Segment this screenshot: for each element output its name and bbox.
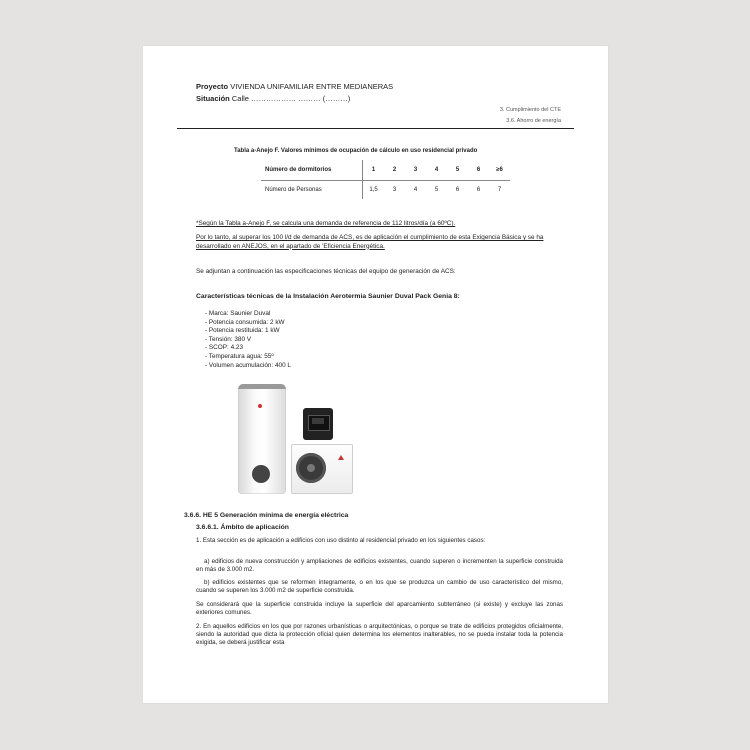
tank-cap [238, 384, 286, 389]
subsection-heading: 3.6.6.1. Ámbito de aplicación [196, 524, 289, 531]
applicability-paragraph: Por lo tanto, al superar los 100 l/d de demanda de ACS, es de aplicación el cumplimiento de esta Exigencia Básica y se ha desarrollado en ANEJOS, en el apartado de 'Eficiencia Energética. [196, 234, 544, 250]
paragraph: Se considerará que la superficie construida incluye la superficie del aparcamiento subterráneo (si existe) y excluye las zonas exteriores comunes. [196, 601, 563, 616]
paragraph: 1. Esta sección es de aplicación a edificios con uso distinto al residencial privado en los siguientes casos: [196, 537, 486, 544]
brand-logo-icon [338, 455, 344, 460]
table-cell: 3 [392, 187, 397, 193]
controller-display [312, 418, 324, 424]
spec-item: - Potencia consumida: 2 kW [205, 318, 285, 326]
spec-item: - Potencia restituida: 1 kW [205, 327, 280, 335]
header-divider [177, 128, 574, 129]
table-header-cell: 2 [384, 160, 405, 181]
spec-item: - Tensión: 380 V [205, 335, 252, 343]
tank-logo [258, 404, 262, 408]
occupancy-table [261, 160, 510, 199]
tank-inspection-port [252, 465, 270, 483]
paragraph: a) edificios de nueva construcción y ampliaciones de edificios existentes, cuando superen o incrementen la superficie construida en más de 3.000 m2. [196, 558, 563, 573]
demand-note: *Según la Tabla a-Anejo F, se calcula una demanda de referencia de 112 litros/día (a 60ºC). [196, 220, 456, 227]
controller-image [303, 408, 333, 440]
paragraph: 2. En aquellos edificios en los que por razones urbanísticas o arquitectónicas, o porque se trate de edificios protegidos oficialmente, siendo la autoridad que dicta la protección oficial quien determina los elementos inalterables, no se pueda instalar toda la potencia exigida, se deberá justificar esta [196, 623, 563, 646]
table-cell: 5 [434, 187, 439, 193]
project-label: Proyecto [196, 82, 229, 91]
table-header-row [261, 160, 510, 181]
installation-title: Características técnicas de la Instalación Aerotermia Saunier Duval Pack Genia 8: [196, 293, 460, 300]
table-cell: 1,5 [369, 187, 378, 193]
table-row [261, 181, 510, 200]
table-cell: 6 [476, 187, 481, 193]
fan-icon [296, 453, 326, 483]
location-value: Calle ……………… ……… (………) [231, 94, 351, 103]
table-header-cell: ≥6 [489, 160, 510, 181]
paragraph: b) edificios existentes que se reformen íntegramente, o en los que se produzca un cambio de uso característico del mismo, cuando se superen los 3.000 m2 de superficie construida. [196, 579, 563, 594]
document-page [143, 46, 608, 703]
spec-item: - Temperatura agua: 55º [205, 352, 274, 360]
table-header-cell: 4 [426, 160, 447, 181]
table-header-cell: 3 [405, 160, 426, 181]
table-cell: 6 [455, 187, 460, 193]
table-header-cell: 6 [468, 160, 489, 181]
fan-hub [307, 464, 315, 472]
table-title: Tabla a-Anejo F. Valores mínimos de ocupación de cálculo en uso residencial privado [234, 148, 478, 154]
water-tank-image [238, 384, 286, 494]
spec-item: - SCOP: 4.23 [205, 344, 244, 352]
table-header-cell: 1 [363, 160, 385, 181]
spec-item: - Marca: Saunier Duval [205, 310, 271, 317]
location-line [196, 94, 350, 103]
spec-item: - Volumen acumulación: 400 L [205, 361, 291, 369]
project-value: VIVIENDA UNIFAMILIAR ENTRE MEDIANERAS [230, 82, 394, 91]
specs-intro: Se adjuntan a continuación las especificaciones técnicas del equipo de generación de ACS: [196, 268, 456, 275]
table-header-label: Número de dormitorios [261, 160, 363, 181]
location-label: Situación [196, 94, 230, 103]
spec-list [205, 310, 291, 370]
table-row-label: Número de Personas [261, 181, 363, 200]
section-heading: 3.6.6. HE 5 Generación mínima de energía eléctrica [184, 512, 349, 519]
subsection-title: 3.6. Ahorro de energía [506, 118, 561, 124]
section-title: 3. Cumplimiento del CTE [499, 107, 561, 113]
table-cell: 7 [497, 187, 502, 193]
heat-pump-unit-image [291, 444, 353, 494]
project-line [196, 82, 393, 91]
table-header-cell: 5 [447, 160, 468, 181]
table-cell: 4 [413, 187, 418, 193]
